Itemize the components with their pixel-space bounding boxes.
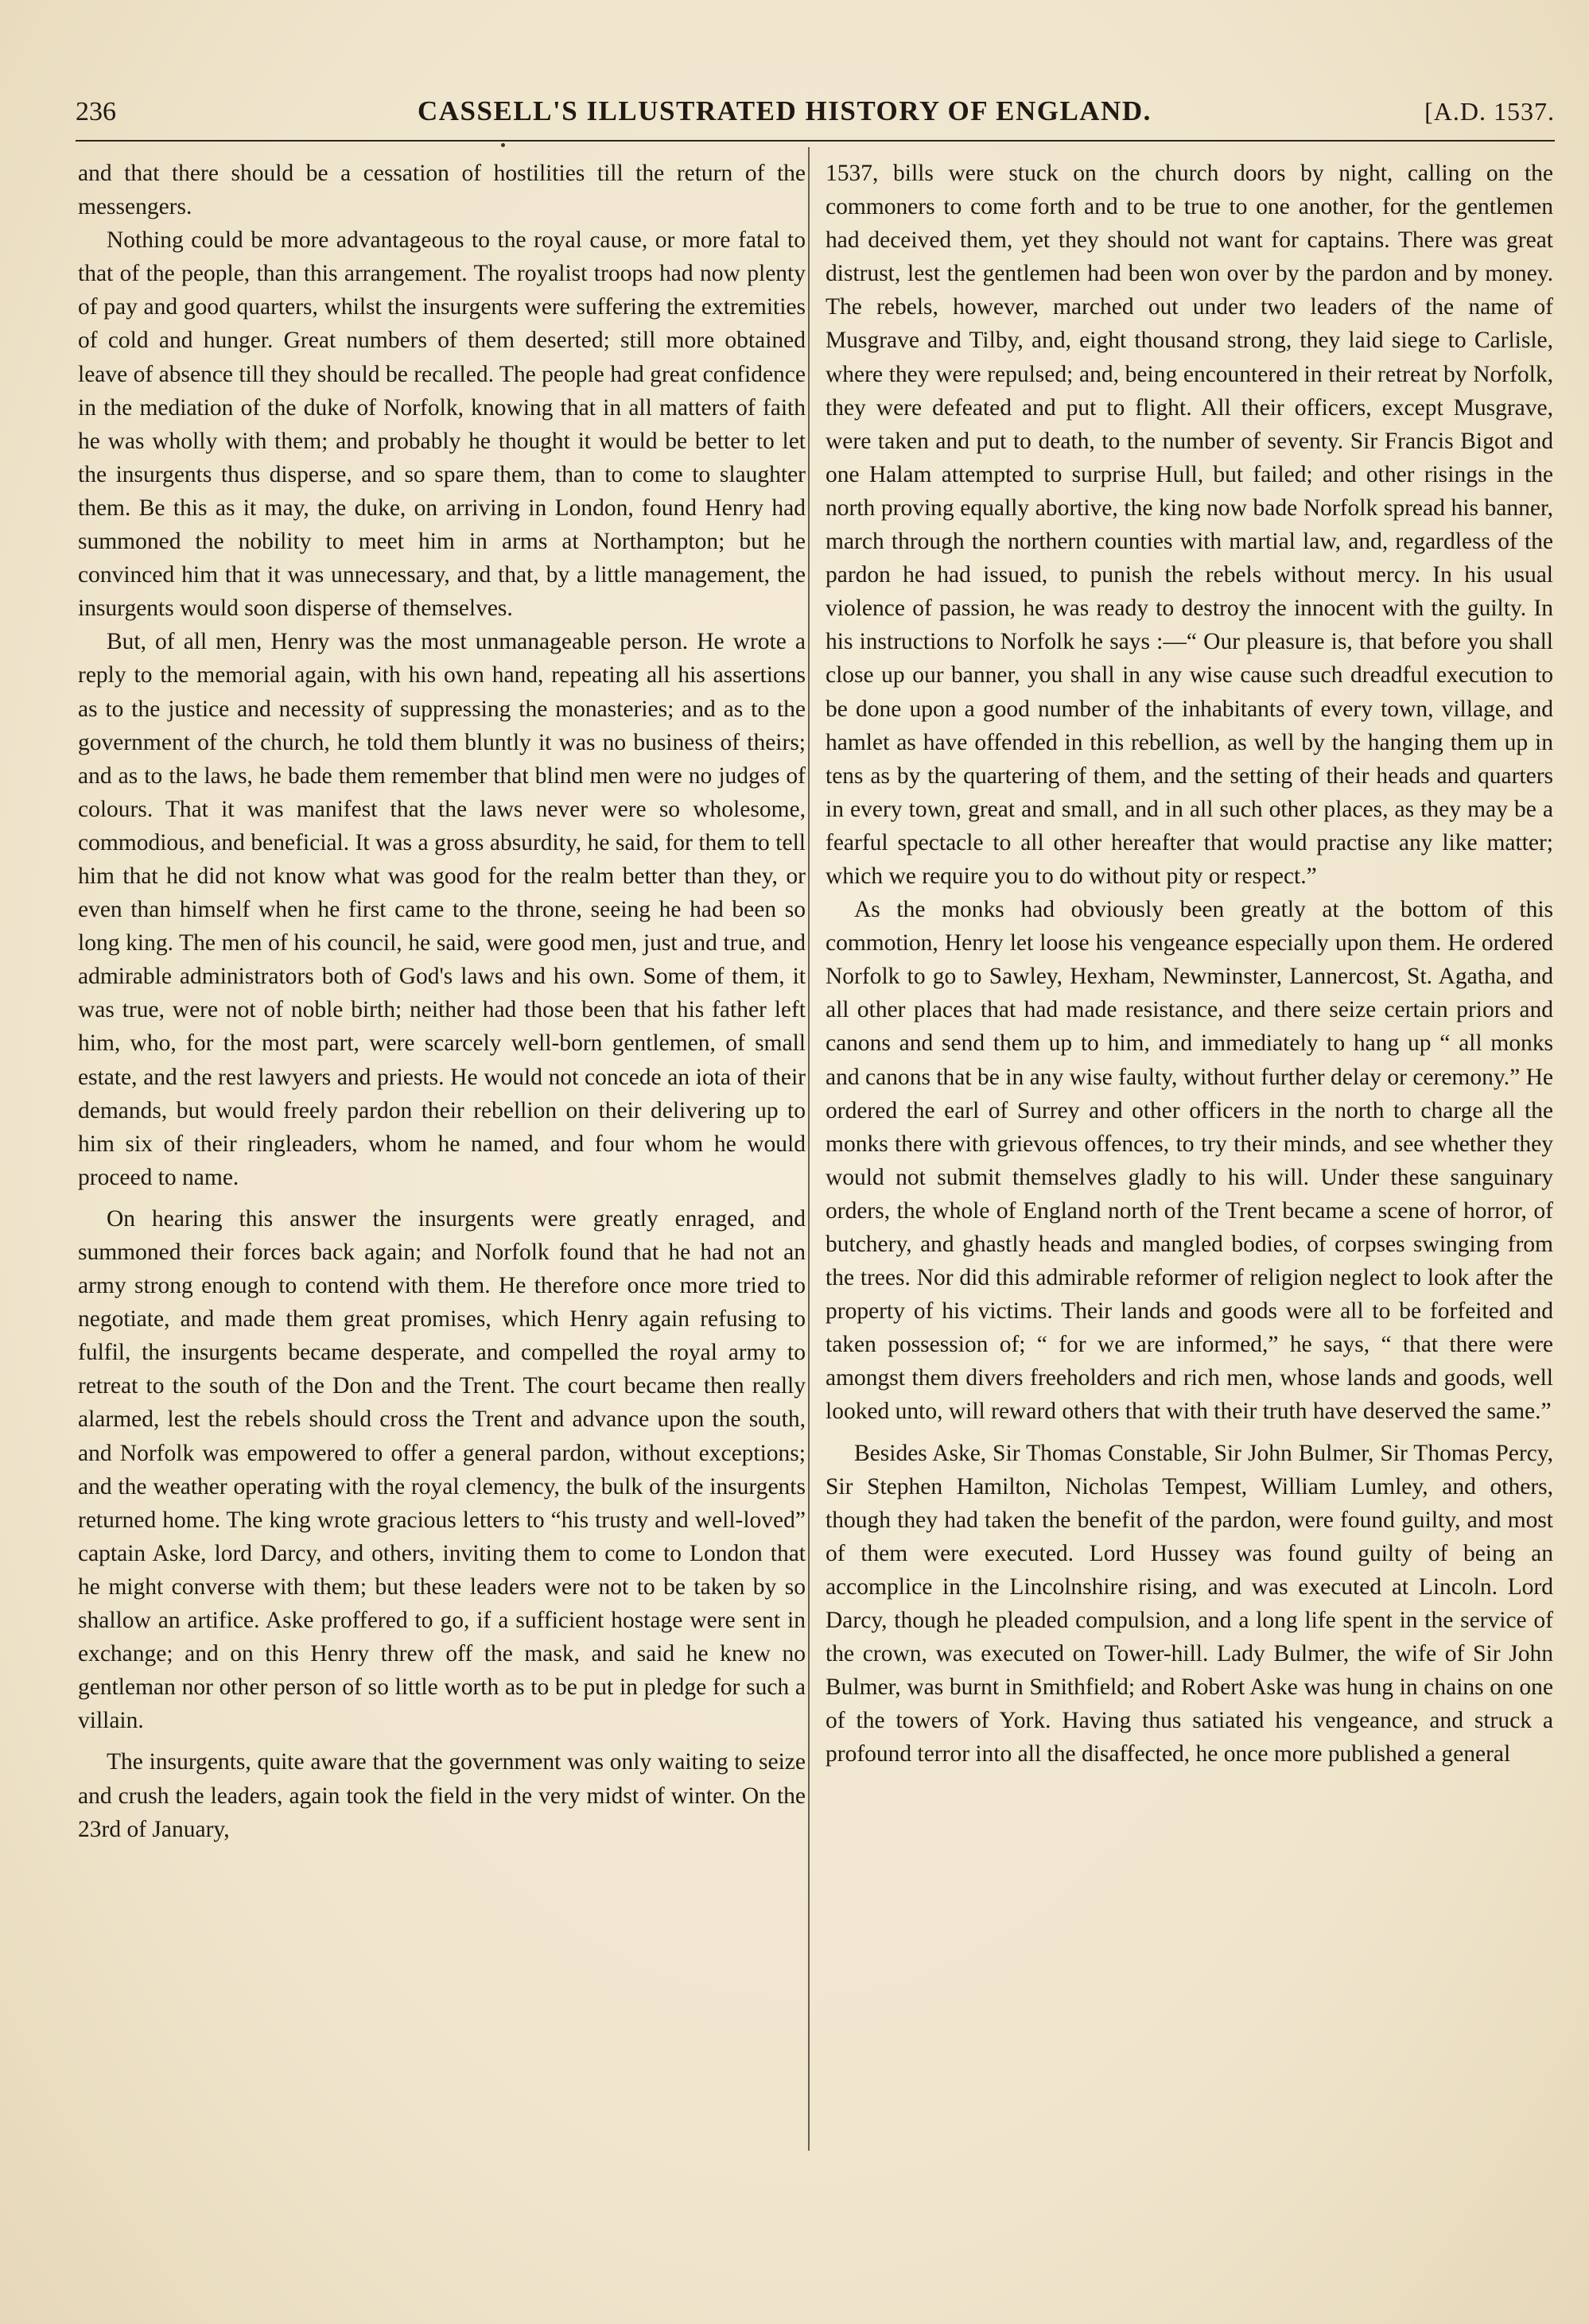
right-column (826, 157, 1553, 1771)
header-ornament-dot (501, 143, 505, 147)
running-year: [A.D. 1537. (1424, 97, 1555, 126)
page-number: 236 (76, 97, 116, 126)
left-column (78, 157, 806, 1846)
left-paragraph-5: The insurgents, quite aware that the government was only waiting to seize and crush the leaders, again took the field in the very midst of winter. On the 23rd of January, (78, 1749, 806, 1842)
right-paragraph-3: Besides Aske, Sir Thomas Constable, Sir John Bulmer, Sir Thomas Percy, Sir Stephen Hamilton, Nicholas Tempest, William Lumley, and others, though they had taken the benefit of the pardon, were found guilty, and most of them were executed. Lord Hussey was found guilty of being an accomplice in the Lincolnshire rising, and was executed at Lincoln. Lord Darcy, though he pleaded compulsion, and a long life spent in the service of the crown, was executed on Tower-hill. Lady Bulmer, the wife of Sir John Bulmer, was burnt in Smithfield; and Robert Aske was hung in chains on one of the towers of York. Having thus satiated his vengeance, and struck a profound terror into all the disaffected, he once more published a general (826, 1440, 1553, 1767)
column-divider (808, 147, 810, 2151)
right-paragraph-1: 1537, bills were stuck on the church doors by night, calling on the commoners to come forth and to be true to one another, for the gentlemen had deceived them, yet they should not want for captains. There was great distrust, lest the gentlemen had been won over by the pardon and by money. The rebels, however, marched out under two leaders of the name of Musgrave and Tilby, and, eight thousand strong, they laid siege to Carlisle, where they were repulsed; and, being encountered in their retreat by Norfolk, they were defeated and put to flight. All their officers, except Musgrave, were taken and put to death, to the number of seventy. Sir Francis Bigot and one Halam attempted to surprise Hull, but failed; and other risings in the north proving equally abortive, the king now bade Norfolk spread his banner, march through the northern counties with martial law, and, regardless of the pardon he had issued, to punish the rebels without mercy. In his usual violence of passion, he was ready to destroy the innocent with the guilty. In his instructions to Norfolk he says :—“ Our pleasure is, that before you shall close up our banner, you shall in any wise cause such dreadful execution to be done upon a good number of the inhabitants of every town, village, and hamlet as have offended in this rebellion, as well by the hanging them up in tens as by the quartering of them, and the setting of their heads and quarters in every town, great and small, and in all such other places, as they may be a fearful spectacle to all other hereafter that would practise any like matter; which we require you to do without pity or respect.” (826, 161, 1553, 889)
right-paragraph-2: As the monks had obviously been greatly at the bottom of this commotion, Henry let loose his vengeance especially upon them. He ordered Norfolk to go to Sawley, Hexham, Newminster, Lannercost, St. Agatha, and all other places that had made resistance, and there seize certain priors and canons and send them up to him, and immediately to hang up “ all monks and canons that be in any wise faulty, without further delay or ceremony.” He ordered the earl of Surrey and other officers in the north to charge all the monks there with grievous offences, to try their minds, and see whether they would not submit themselves gladly to his will. Under these sanguinary orders, the whole of England north of the Trent became a scene of horror, of butchery, and ghastly heads and mangled bodies, of corpses swinging from the trees. Nor did this admirable reformer of religion neglect to look after the property of his victims. Their lands and goods were all to be forfeited and taken possession of; “ for we are informed,” he says, “ that there were amongst them divers freeholders and rich men, whose lands and goods, well looked unto, will reward others that with their truth have deserved the same.” (826, 897, 1553, 1425)
left-paragraph-1: and that there should be a cessation of hostilities till the return of the messengers. (78, 161, 806, 220)
running-title: CASSELL'S ILLUSTRATED HISTORY OF ENGLAND. (418, 95, 1152, 126)
left-paragraph-2: Nothing could be more advantageous to the royal cause, or more fatal to that of the people, than this arrangement. The royalist troops had now plenty of pay and good quarters, whilst the insurgents were suffering the extremities of cold and hunger. Great numbers of them deserted; still more obtained leave of absence till they should be recalled. The people had great confidence in the mediation of the duke of Norfolk, knowing that in all matters of faith he was wholly with them; and probably he thought it would be better to let the insurgents thus disperse, and so spare them, than to come to slaughter them. Be this as it may, the duke, on arriving in London, found Henry had summoned the nobility to meet him in arms at Northampton; but he convinced him that it was unnecessary, and that, by a little management, the insurgents would soon disperse of themselves. (78, 227, 806, 622)
header-rule (76, 140, 1555, 142)
running-header (76, 94, 1555, 134)
left-paragraph-4: On hearing this answer the insurgents were greatly enraged, and summoned their forces back again; and Norfolk found that he had not an army strong enough to contend with them. He therefore once more tried to negotiate, and made them great promises, which Henry again refusing to fulfil, the insurgents became desperate, and compelled the royal army to retreat to the south of the Don and the Trent. The court became then really alarmed, lest the rebels should cross the Trent and advance upon the south, and Norfolk was empowered to offer a general pardon, without exceptions; and the weather operating with the royal clemency, the bulk of the insurgents returned home. The king wrote gracious letters to “his trusty and well-loved” captain Aske, lord Darcy, and others, inviting them to come to London that he might converse with them; but these leaders were not to be taken by so shallow an artifice. Aske proffered to go, if a sufficient hostage were sent in exchange; and on this Henry threw off the mask, and said he knew no gentleman nor other person of so little worth as to be put in pledge for such a villain. (78, 1205, 806, 1734)
left-paragraph-3: But, of all men, Henry was the most unmanageable person. He wrote a reply to the memorial again, with his own hand, repeating all his assertions as to the justice and necessity of suppressing the monasteries; and as to the government of the church, he told them bluntly it was no business of theirs; and as to the laws, he bade them remember that blind men were no judges of colours. That it was manifest that the laws never were so wholesome, commodious, and beneficial. It was a gross absurdity, he said, for them to tell him that he did not know what was good for the realm better than they, or even than himself when he first came to the throne, seeing he had been so long king. The men of his council, he said, were good men, just and true, and admirable administrators both of God's laws and his own. Some of them, it was true, were not of noble birth; neither had those been that his father left him, who, for the most part, were scarcely well-born gentlemen, of small estate, and the rest lawyers and priests. He would not concede an iota of their demands, but would freely pardon their rebellion on their delivering up to him six of their ringleaders, whom he named, and four whom he would proceed to name. (78, 629, 806, 1190)
